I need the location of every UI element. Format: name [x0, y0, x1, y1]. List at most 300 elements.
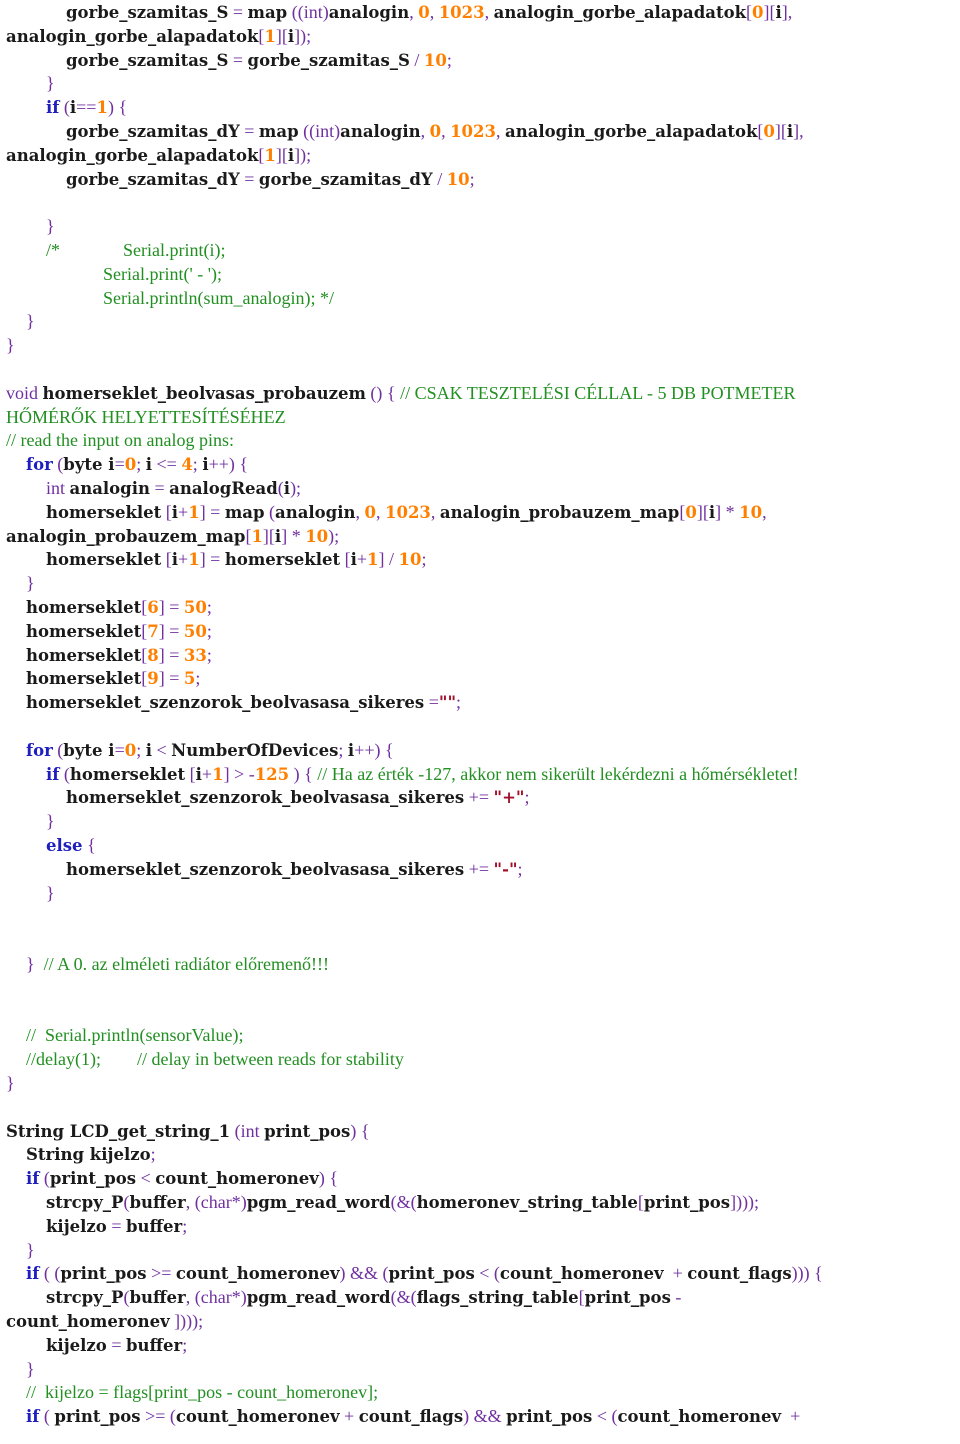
code-token-op: ;: [338, 739, 348, 760]
code-line: [26, 666, 200, 690]
code-token-op: ;: [182, 1215, 188, 1236]
code-token-id: i: [287, 26, 295, 46]
code-token-op: }: [46, 216, 55, 237]
code-token-op: }: [46, 882, 55, 903]
code-token-op: ])));: [169, 1311, 204, 1331]
code-token-kw: if: [26, 1407, 40, 1427]
code-line: [26, 571, 35, 595]
code-token-cmt: // read the input on analog pins:: [6, 430, 234, 451]
code-token-id: i: [283, 479, 291, 498]
code-token-id: print_pos: [54, 1407, 141, 1427]
code-token-id: homerseklet: [26, 645, 142, 665]
code-line: [66, 119, 804, 143]
code-token-op: ])));: [730, 1192, 760, 1212]
code-token-op: (: [277, 478, 284, 498]
code-token-num: 4: [181, 455, 193, 475]
code-token-op: ] =: [158, 668, 184, 689]
code-token-op: ( (: [39, 1263, 61, 1284]
code-token-id: i: [145, 455, 152, 475]
code-token-str: "-": [493, 859, 518, 879]
code-token-op: (: [123, 1287, 130, 1308]
code-line: [46, 476, 301, 500]
code-token-id: i: [350, 550, 357, 570]
code-line: [26, 690, 461, 714]
code-token-id: homerseklet_beolvasas_probauzem: [42, 383, 366, 403]
code-token-op: ]);: [294, 25, 312, 46]
code-token-cmt: Serial.println(sum_analogin); */: [103, 287, 334, 308]
code-token-cmt: // CSAK TESZTELÉSI CÉLLAL - 5 DB POTMETER: [400, 382, 796, 403]
code-token-id: kijelzo: [46, 1335, 107, 1355]
code-token-cmt: Serial.print(' - ');: [103, 263, 222, 284]
code-token-op: [: [141, 668, 148, 689]
code-token-op: ) {: [289, 763, 318, 784]
code-token-op: (: [39, 1406, 55, 1427]
code-token-op: (&(: [390, 1287, 417, 1308]
code-token-op: *): [231, 1192, 247, 1212]
code-token-id: analogin_gorbe_alapadatok: [6, 26, 259, 46]
code-token-id: i: [708, 502, 716, 522]
code-token-kw: if: [26, 1264, 40, 1284]
code-token-id: String kijelzo: [26, 1145, 151, 1165]
code-token-id: i: [775, 3, 782, 22]
code-token-op: [: [578, 1287, 585, 1308]
code-line: [6, 428, 234, 452]
code-token-op: =: [424, 692, 439, 713]
code-line: [26, 1142, 156, 1166]
code-token-op: }: [26, 311, 35, 332]
code-token-op: ][: [774, 121, 787, 141]
code-token-id: print_pos: [584, 1288, 671, 1308]
code-token-id: homerseklet_szenzorok_beolvasasa_sikeres: [66, 788, 465, 808]
code-token-num: 1: [212, 764, 224, 784]
code-token-id: analogin_gorbe_alapadatok: [493, 3, 747, 22]
code-token-num: 5: [183, 669, 196, 689]
code-line: [26, 1380, 378, 1404]
code-line: [46, 809, 55, 833]
code-token-id: count_homeronev: [6, 1312, 170, 1331]
code-token-op: ,: [420, 121, 430, 141]
code-token-id: buffer: [129, 1193, 186, 1212]
code-line: [103, 262, 222, 286]
code-token-num: 9: [147, 669, 159, 689]
code-token-cmt: // A 0. az elméleti radiátor előremenő!!!: [43, 954, 330, 974]
code-token-op: ;: [206, 620, 212, 641]
code-token-num: 33: [183, 645, 207, 665]
code-token-id: i: [145, 740, 152, 760]
code-token-op: ==: [76, 97, 97, 118]
code-token-num: 1023: [450, 122, 497, 141]
code-token-kw: if: [46, 98, 60, 118]
code-line: [46, 881, 55, 905]
code-token-op: ,: [355, 501, 365, 522]
code-token-num: 1023: [384, 502, 431, 522]
code-token-num: 125: [254, 764, 290, 784]
code-token-op: ((: [287, 2, 304, 22]
code-token-id: homerseklet: [224, 550, 341, 570]
code-token-id: map: [224, 502, 265, 522]
code-token-op: ;: [195, 668, 201, 689]
code-token-id: count_homeronev: [499, 1264, 664, 1284]
code-line: [46, 1285, 681, 1309]
code-token-id: homerseklet: [46, 502, 162, 522]
code-token-op: =: [114, 454, 125, 475]
code-line: [46, 71, 55, 95]
code-token-id: map: [258, 122, 299, 141]
code-token-op: , (: [185, 1192, 201, 1212]
code-token-num: 8: [147, 645, 159, 665]
code-token-id: strcpy_P: [46, 1193, 124, 1212]
code-token-kw: if: [46, 764, 60, 784]
code-token-num: 0: [364, 502, 376, 522]
code-line: [103, 286, 334, 310]
code-token-op: ): [322, 2, 329, 22]
code-token-op: [: [340, 549, 351, 570]
code-token-id: i: [274, 526, 282, 546]
code-line: [6, 1309, 203, 1333]
code-token-op: ] =: [199, 501, 225, 522]
code-token-op: , (: [185, 1287, 201, 1308]
code-token-id: pgm_read_word: [246, 1288, 391, 1308]
code-line: [66, 857, 523, 881]
code-token-op: [: [161, 549, 172, 570]
code-token-op: ],: [793, 121, 804, 141]
code-token-id: homerseklet_szenzorok_beolvasasa_sikeres: [66, 859, 465, 879]
code-line: [26, 952, 329, 976]
code-token-op: ))) {: [791, 1263, 823, 1284]
code-token-op: ] =: [158, 597, 184, 617]
code-line: [6, 381, 796, 405]
code-token-op: =: [239, 168, 259, 189]
code-line: [26, 1357, 35, 1381]
code-token-op: ][: [696, 501, 709, 522]
code-token-op: }: [26, 954, 44, 974]
code-token-op: ][: [262, 525, 275, 546]
code-token-num: 0: [429, 122, 442, 141]
code-line: [6, 1119, 369, 1143]
code-token-id: gorbe_szamitas_S: [247, 50, 410, 70]
code-line: [46, 238, 225, 262]
code-token-str: "": [438, 693, 457, 713]
code-token-op: ,: [496, 121, 506, 141]
code-token-id: homerseklet: [26, 621, 142, 641]
code-token-op: }: [6, 335, 15, 356]
code-token-op: }: [46, 811, 55, 832]
code-token-id: strcpy_P: [46, 1288, 124, 1308]
code-token-id: buffer: [125, 1216, 183, 1236]
code-token-num: 1023: [438, 3, 485, 22]
code-token-id: kijelzo: [46, 1216, 107, 1236]
code-token-id: print_pos: [506, 1407, 593, 1427]
code-token-id: flags_string_table: [416, 1288, 579, 1308]
code-token-num: 1: [251, 526, 263, 546]
code-token-id: i: [171, 502, 179, 522]
code-token-op: ,: [375, 501, 385, 522]
code-line: [26, 643, 212, 667]
code-token-op: [: [141, 644, 148, 665]
code-line: [6, 1071, 15, 1095]
code-token-num: 10: [423, 50, 447, 70]
code-token-id: analogin: [340, 122, 421, 141]
code-token-id: byte i: [63, 740, 115, 760]
code-token-id: map: [247, 3, 288, 22]
code-token-num: 1: [367, 550, 379, 570]
code-token-num: 1: [264, 145, 276, 165]
code-token-op: +: [178, 501, 189, 522]
code-token-cmt: // Serial.println(sensorValue);: [26, 1025, 244, 1046]
code-line: [46, 547, 427, 571]
code-token-id: i: [202, 455, 209, 475]
code-token-id: gorbe_szamitas_S: [66, 3, 229, 22]
code-token-num: 0: [685, 502, 697, 522]
code-token-op: }: [26, 573, 35, 594]
code-token-id: buffer: [125, 1335, 183, 1355]
code-token-num: 1: [188, 502, 200, 522]
code-line: [26, 738, 394, 762]
code-token-op: >= (: [140, 1406, 176, 1427]
code-token-cmt: //delay(1); // delay in between reads for stability: [26, 1049, 404, 1070]
code-token-op: ,: [441, 121, 451, 141]
code-token-id: analogin_gorbe_alapadatok: [505, 122, 758, 141]
code-token-id: print_pos: [60, 1264, 147, 1284]
code-line: [26, 1166, 338, 1190]
code-line: [6, 143, 311, 167]
code-token-op: +: [356, 549, 368, 570]
code-token-op: (: [264, 501, 276, 522]
code-token-op: < (: [592, 1406, 618, 1427]
code-token-op: +=: [464, 787, 494, 808]
code-token-id: analogin: [328, 3, 410, 22]
code-token-op: /: [432, 168, 447, 189]
code-token-num: 0: [124, 455, 137, 475]
code-token-op: ,: [429, 2, 439, 22]
code-token-num: 1: [96, 98, 108, 118]
code-token-id: NumberOfDevices: [171, 740, 339, 760]
code-token-op: ;: [206, 597, 212, 617]
code-line: [26, 1023, 243, 1047]
code-token-op: (: [59, 763, 70, 784]
code-token-cmt: // kijelzo = flags[print_pos - count_homeronev];: [26, 1382, 379, 1403]
code-token-op: ;: [524, 787, 530, 808]
code-token-op: (: [230, 1120, 241, 1141]
code-token-op: );: [290, 478, 302, 498]
code-token-op: *): [231, 1287, 247, 1308]
code-line: [26, 1047, 404, 1071]
code-token-kw: if: [26, 1169, 40, 1189]
code-line: [46, 214, 55, 238]
code-token-id: count_flags: [358, 1407, 464, 1427]
code-token-id: homerseklet_szenzorok_beolvasasa_sikeres: [26, 693, 425, 713]
code-line: [6, 524, 339, 548]
code-token-op: (: [59, 97, 70, 118]
code-token-typ: char: [200, 1287, 232, 1308]
code-token-id: count_homeronev: [175, 1264, 340, 1284]
code-token-id: print_pos: [264, 1121, 351, 1141]
code-line: [46, 1190, 759, 1214]
code-line: [46, 833, 96, 857]
code-token-op: ++) {: [354, 739, 394, 760]
code-token-op: =: [239, 121, 259, 141]
code-token-num: 7: [147, 621, 159, 641]
code-token-op: ,: [762, 501, 767, 522]
code-token-op: [: [637, 1192, 644, 1212]
code-token-op: ],: [781, 2, 793, 22]
code-line: [46, 1333, 187, 1357]
code-token-op: (: [52, 739, 64, 760]
code-token-id: i: [786, 122, 794, 141]
code-token-id: gorbe_szamitas_dY: [258, 169, 433, 189]
code-token-typ: int: [315, 121, 335, 141]
code-token-op: ;: [192, 454, 203, 475]
code-token-op: ;: [456, 692, 462, 713]
code-token-op: (&(: [390, 1192, 417, 1212]
code-token-op: ] =: [158, 620, 184, 641]
code-token-op: +: [178, 549, 189, 570]
code-line: [26, 452, 248, 476]
code-token-op: ;: [446, 49, 452, 70]
code-token-op: [: [185, 763, 196, 784]
code-token-num: 10: [398, 550, 422, 570]
code-token-op: [: [141, 597, 148, 617]
code-line: [6, 333, 15, 357]
code-token-op: ] /: [378, 549, 399, 570]
code-line: [6, 24, 311, 48]
code-token-op: +: [201, 763, 213, 784]
code-token-num: 50: [183, 598, 207, 617]
code-token-typ: int: [46, 478, 70, 498]
code-token-str: "+": [493, 788, 525, 808]
code-line: [26, 595, 212, 619]
code-token-op: ;: [136, 739, 146, 760]
code-line: [46, 762, 799, 786]
code-token-op: -: [670, 1287, 682, 1308]
code-token-op: [: [258, 25, 265, 46]
code-token-kw: for: [26, 740, 53, 760]
code-token-op: [: [679, 501, 686, 522]
code-token-kw: else: [46, 836, 83, 855]
code-token-id: count_homeronev: [617, 1407, 782, 1427]
code-token-id: homerseklet: [46, 550, 162, 570]
code-token-id: gorbe_szamitas_S: [66, 50, 229, 70]
code-token-id: count_homeronev: [155, 1169, 319, 1189]
code-token-op: ) {: [107, 97, 128, 118]
code-token-op: [: [161, 501, 172, 522]
code-token-id: gorbe_szamitas_dY: [66, 169, 240, 189]
code-token-op: =: [114, 739, 125, 760]
code-token-num: 0: [763, 122, 775, 141]
code-token-op: }: [26, 1358, 35, 1379]
code-token-op: =: [106, 1215, 126, 1236]
code-token-kw: for: [26, 455, 53, 475]
code-token-id: analogin_gorbe_alapadatok: [6, 145, 259, 165]
code-token-num: 0: [418, 3, 430, 22]
code-token-id: homeronev_string_table: [416, 1193, 638, 1212]
code-token-num: 0: [124, 740, 137, 760]
code-token-id: print_pos: [388, 1264, 475, 1284]
code-token-num: 10: [739, 502, 763, 522]
code-token-op: <: [136, 1168, 156, 1189]
code-token-id: analogin: [275, 502, 356, 522]
code-token-op: ) && (: [339, 1263, 389, 1284]
code-token-op: =: [228, 2, 248, 22]
code-token-id: homerseklet: [26, 669, 142, 689]
code-token-cmt: HŐMÉRŐK HELYETTESÍTÉSÉHEZ: [6, 406, 286, 427]
code-line: [6, 405, 286, 429]
code-line: [66, 785, 530, 809]
code-token-op: ;: [421, 549, 427, 570]
code-line: [26, 1238, 35, 1262]
code-token-id: byte i: [63, 455, 115, 475]
code-token-op: /: [409, 49, 424, 70]
code-token-op: [: [258, 144, 265, 165]
code-token-id: analogRead: [169, 479, 278, 498]
code-token-typ: char: [200, 1192, 232, 1212]
code-token-id: buffer: [129, 1288, 186, 1308]
code-token-op: ((: [298, 121, 316, 141]
code-token-op: [: [746, 2, 753, 22]
code-token-typ: int: [303, 2, 323, 22]
code-token-op: <=: [152, 454, 182, 475]
code-token-op: ][: [763, 2, 776, 22]
code-token-id: analogin_probauzem_map: [6, 526, 246, 546]
code-token-id: count_flags: [687, 1264, 792, 1284]
code-token-num: 10: [305, 526, 329, 546]
code-token-op: ,: [484, 2, 494, 22]
code-token-op: ;: [136, 454, 146, 475]
code-token-op: ] > -: [223, 763, 255, 784]
code-token-op: ;: [469, 168, 475, 189]
code-token-op: ] =: [199, 549, 225, 570]
code-token-op: >=: [146, 1263, 176, 1284]
code-line: [26, 1261, 823, 1285]
code-token-num: 50: [183, 621, 207, 641]
code-token-op: ): [334, 121, 341, 141]
code-token-id: homerseklet: [26, 598, 142, 617]
code-line: [46, 500, 767, 524]
code-token-op: =: [149, 478, 170, 498]
code-token-id: print_pos: [643, 1193, 731, 1212]
code-token-op: [: [141, 620, 148, 641]
code-token-op: {: [82, 835, 96, 855]
code-token-op: =: [228, 49, 248, 70]
code-token-op: ] =: [158, 644, 184, 665]
code-token-id: i: [171, 550, 179, 570]
code-token-op: <: [152, 739, 172, 760]
code-token-cmt: // Ha az érték -127, akkor nem sikerült lekérdezni a hőmérsékletet!: [317, 763, 799, 784]
code-token-op: ) &&: [463, 1406, 507, 1427]
code-token-op: ] *: [715, 501, 740, 522]
code-token-op: ,: [430, 501, 440, 522]
code-token-op: =: [106, 1334, 126, 1355]
code-token-op: }: [26, 1239, 35, 1260]
code-token-op: +: [781, 1406, 801, 1427]
code-token-op: (: [52, 454, 64, 475]
code-line: [46, 1214, 187, 1238]
code-line: [26, 309, 35, 333]
code-token-id: gorbe_szamitas_dY: [66, 122, 240, 141]
code-line: [46, 95, 127, 119]
code-token-op: ) {: [350, 1120, 370, 1141]
code-token-op: +=: [464, 858, 494, 879]
code-token-op: [: [757, 121, 764, 141]
code-token-id: i: [347, 740, 355, 760]
code-token-id: pgm_read_word: [246, 1193, 391, 1212]
code-line: [66, 48, 452, 72]
code-token-cmt: /* Serial.print(i);: [46, 240, 226, 260]
code-token-id: analogin: [69, 479, 150, 498]
code-line: [26, 1404, 800, 1428]
code-token-op: (: [39, 1168, 50, 1189]
code-line: [26, 619, 212, 643]
